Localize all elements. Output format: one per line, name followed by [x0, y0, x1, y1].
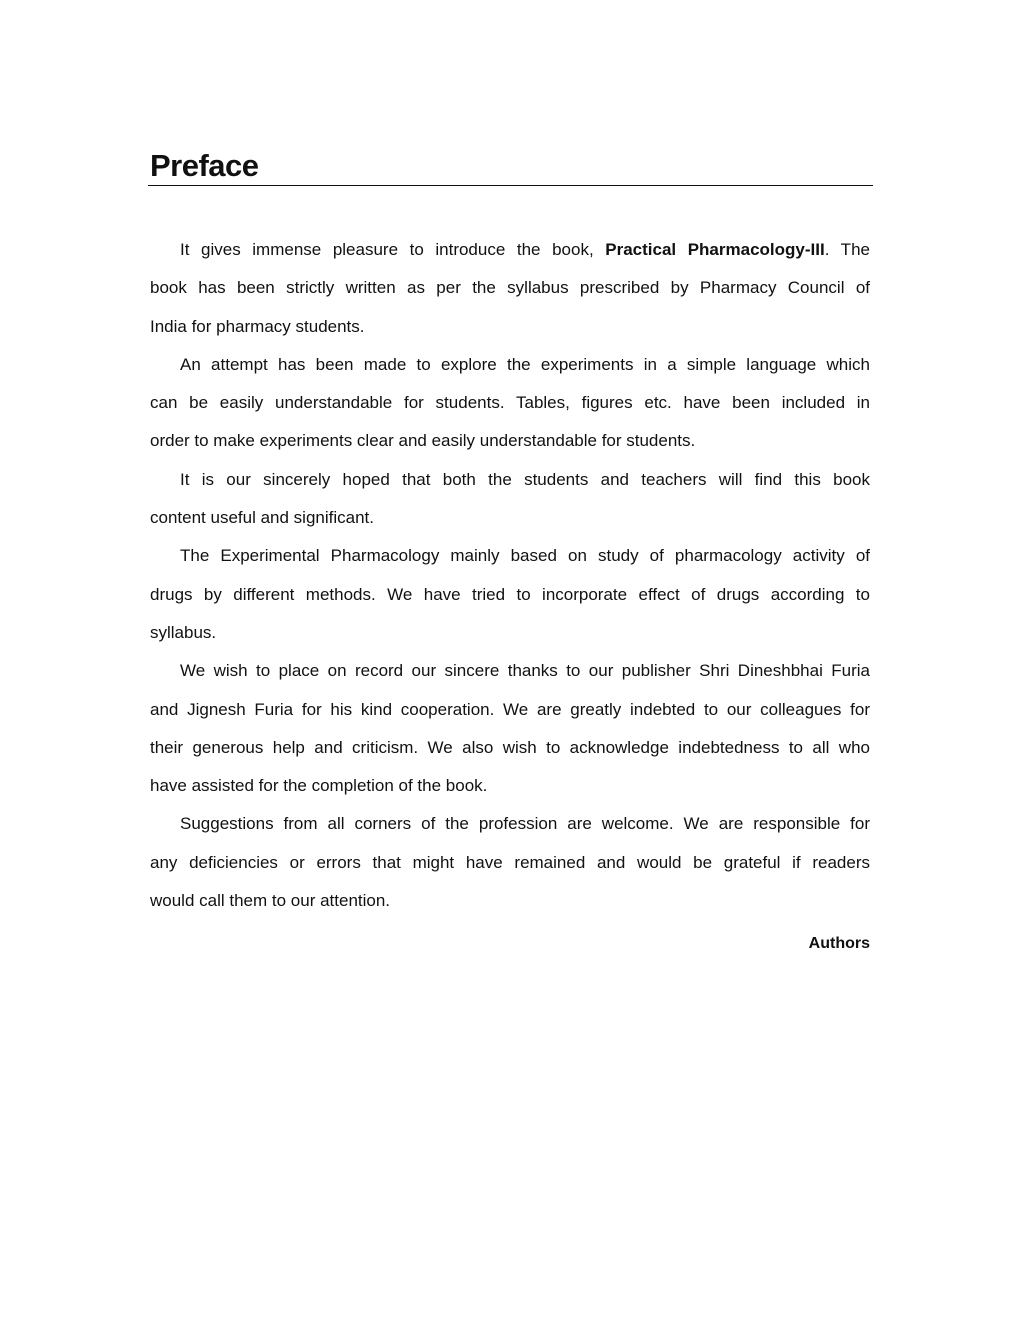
paragraph-line: syllabus.: [150, 622, 217, 642]
paragraph-line: The Experimental Pharmacology mainly based on study of pharmacology activity of: [180, 546, 870, 566]
paragraph-line: content useful and significant.: [150, 508, 374, 528]
preface-body: [150, 237, 870, 926]
signature: Authors: [808, 935, 870, 952]
paragraph-line: have assisted for the completion of the book.: [150, 776, 488, 796]
paragraph-line: order to make experiments clear and easily understandable for students.: [150, 431, 696, 451]
paragraph-line: An attempt has been made to explore the experiments in a simple language which: [180, 354, 870, 374]
book-title: Practical Pharmacology-III: [605, 240, 825, 259]
paragraph-line: India for pharmacy students.: [150, 316, 365, 336]
paragraph-line: book has been strictly written as per the syllabus prescribed by Pharmacy Council of: [150, 278, 870, 298]
paragraph-line: It is our sincerely hoped that both the students and teachers will find this book: [180, 469, 870, 489]
paragraph-line: can be easily understandable for students. Tables, figures etc. have been included in: [150, 393, 870, 413]
paragraph-line: and Jignesh Furia for his kind cooperation. We are greatly indebted to our colleagues for: [150, 699, 870, 719]
text-span: . The: [824, 240, 870, 259]
paragraph-line: any deficiencies or errors that might have remained and would be grateful if readers: [150, 852, 870, 872]
paragraph-line: their generous help and criticism. We also wish to acknowledge indebtedness to all who: [150, 737, 870, 757]
paragraph-line: drugs by different methods. We have tried to incorporate effect of drugs according to: [150, 584, 870, 604]
paragraph-line: would call them to our attention.: [150, 891, 391, 911]
text-span: It gives immense pleasure to introduce the book,: [180, 240, 606, 259]
paragraph-line: Suggestions from all corners of the profession are welcome. We are responsible for: [180, 814, 870, 834]
paragraph-line: [150, 237, 870, 275]
page-title: Preface: [150, 148, 259, 183]
title-divider: [148, 185, 873, 186]
paragraph-line: We wish to place on record our sincere thanks to our publisher Shri Dineshbhai Furia: [180, 661, 870, 681]
